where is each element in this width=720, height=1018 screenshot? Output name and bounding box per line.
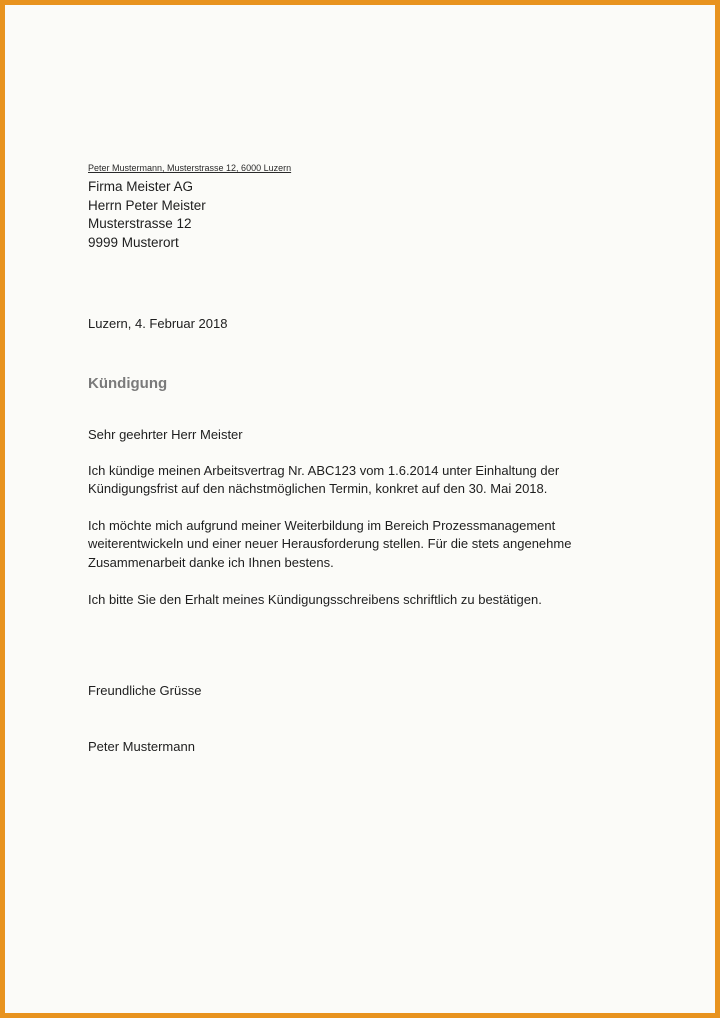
- recipient-street: Musterstrasse 12: [88, 216, 192, 231]
- letter-date: Luzern, 4. Februar 2018: [88, 316, 228, 331]
- paragraph-line: weiterentwickeln und einer neuer Herausforderung stellen. Für die stets angenehme: [88, 536, 572, 552]
- paragraph-line: Ich bitte Sie den Erhalt meines Kündigungsschreibens schriftlich zu bestätigen.: [88, 592, 542, 607]
- paragraph-line: Kündigungsfrist auf den nächstmöglichen Termin, konkret auf den 30. Mai 2018.: [88, 481, 548, 497]
- recipient-name: Herrn Peter Meister: [88, 197, 206, 213]
- signature-name: Peter Mustermann: [88, 739, 195, 754]
- body-paragraph-1: [88, 462, 559, 499]
- paragraph-line: Ich kündige meinen Arbeitsvertrag Nr. ABC123 vom 1.6.2014 unter Einhaltung der: [88, 463, 560, 478]
- recipient-city: 9999 Musterort: [88, 234, 179, 250]
- recipient-company: Firma Meister AG: [88, 179, 194, 194]
- salutation: Sehr geehrter Herr Meister: [88, 427, 243, 442]
- body-paragraph-2: [88, 517, 571, 572]
- letter-subject: Kündigung: [88, 375, 168, 392]
- paragraph-line: Zusammenarbeit danke ich Ihnen bestens.: [88, 554, 334, 570]
- paragraph-line: Ich möchte mich aufgrund meiner Weiterbildung im Bereich Prozessmanagement: [88, 518, 556, 533]
- sender-return-address: Peter Mustermann, Musterstrasse 12, 6000 Luzern: [88, 163, 292, 173]
- body-paragraph-3: [88, 591, 542, 609]
- closing-phrase: Freundliche Grüsse: [88, 683, 202, 698]
- recipient-address: [88, 178, 206, 252]
